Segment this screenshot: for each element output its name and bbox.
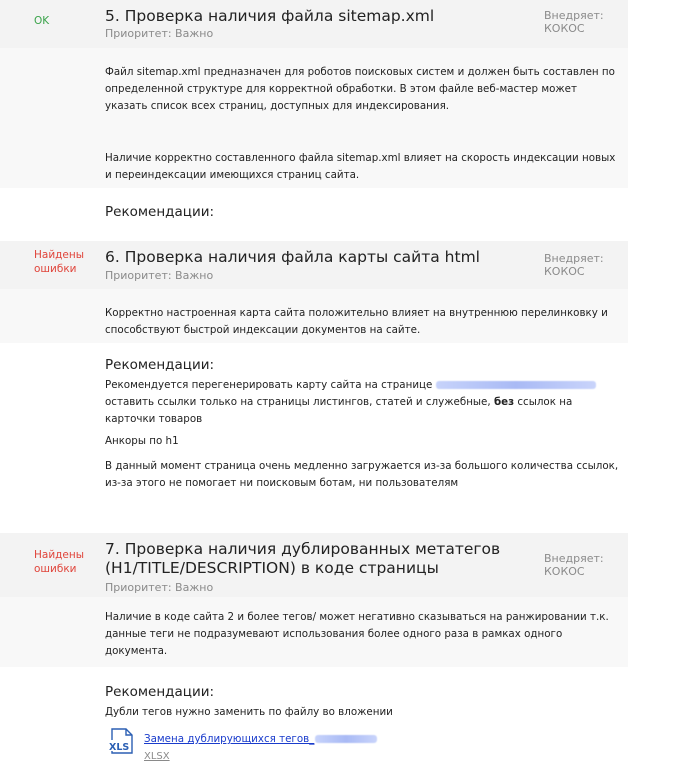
title-line-1: 7. Проверка наличия дублированных метатегов [105,540,501,558]
section-7-status: Найдены ошибки [34,549,85,575]
section-7-title [105,540,500,578]
section-6-status: Найдены ошибки [34,249,85,275]
section-6-title: 6. Проверка наличия файла карты сайта html [105,248,480,266]
section-6-description: Корректно настроенная карта сайта положительно влияет на внутреннюю перелинковку и способствуют быстрой индексации документов на сайте. [105,307,608,336]
title-line-2: (H1/TITLE/DESCRIPTION) в коде страницы [105,559,439,577]
section-5-priority: Приоритет: Важно [105,27,214,40]
section-7-implementer [544,552,604,578]
section-5-recommendations-heading: Рекомендации: [105,204,215,220]
attachment-type[interactable]: XLSX [144,751,170,762]
implementer-label: Внедряет: [544,552,604,565]
section-7-recommendation-1: Дубли тегов нужно заменить по файлу во вложении [105,706,393,718]
section-6-recommendation-2: Анкоры по h1 [105,435,179,447]
implementer-value: КОКОС [544,565,585,578]
implementer-value: КОКОС [544,22,585,35]
section-7-recommendations-heading: Рекомендации: [105,684,215,700]
section-5-status: OK [34,15,50,27]
rec-text: ссылок на карточки товаров [105,396,573,425]
section-6-priority: Приоритет: Важно [105,269,214,282]
blurred-sitemap-link[interactable] [436,381,596,389]
attachment-name[interactable]: Замена дублирующихся тегов_ [144,733,315,745]
section-7-description: Наличие в коде сайта 2 и более тегов/ может негативно сказываться на ранжировании т.к. данные теги не подразумевают использования более одного раза в рамках одного документа. [105,611,609,657]
rec-text: Рекомендуется перегенерировать карту сайта на странице [105,379,436,391]
section-6-recommendations-heading: Рекомендации: [105,357,215,373]
section-5-title: 5. Проверка наличия файла sitemap.xml [105,7,435,25]
implementer-label: Внедряет: [544,252,604,265]
implementer-value: КОКОС [544,265,585,278]
rec-bold-text: без [493,396,515,408]
blurred-filename-part[interactable] [315,735,377,743]
section-6-recommendation-3: В данный момент страница очень медленно загружается из-за большого количества ссылок, из-за этого не помогает ни поисковым ботам, ни пользователям [105,460,619,489]
xls-file-icon[interactable] [106,727,136,755]
implementer-label: Внедряет: [544,9,604,22]
attachment-link[interactable] [144,733,377,745]
svg-text:XLS: XLS [109,742,130,753]
section-6-implementer [544,252,604,278]
section-5-implementer [544,9,604,35]
section-7-priority: Приоритет: Важно [105,581,214,594]
section-5-description: Файл sitemap.xml предназначен для роботов поисковых систем и должен быть составлен по определенной структуре для корректной обработки. В этом файле веб-мастер может указать список всех страниц, доступных для индексирования. [105,66,615,112]
rec-text: оставить ссылки только на страницы листингов, статей и служебные, [105,396,494,408]
section-5-description-2: Наличие корректно составленного файла sitemap.xml влияет на скорость индексации новых и переиндексации имеющихся страниц сайта. [105,152,616,181]
section-6-recommendation-1 [105,377,620,428]
